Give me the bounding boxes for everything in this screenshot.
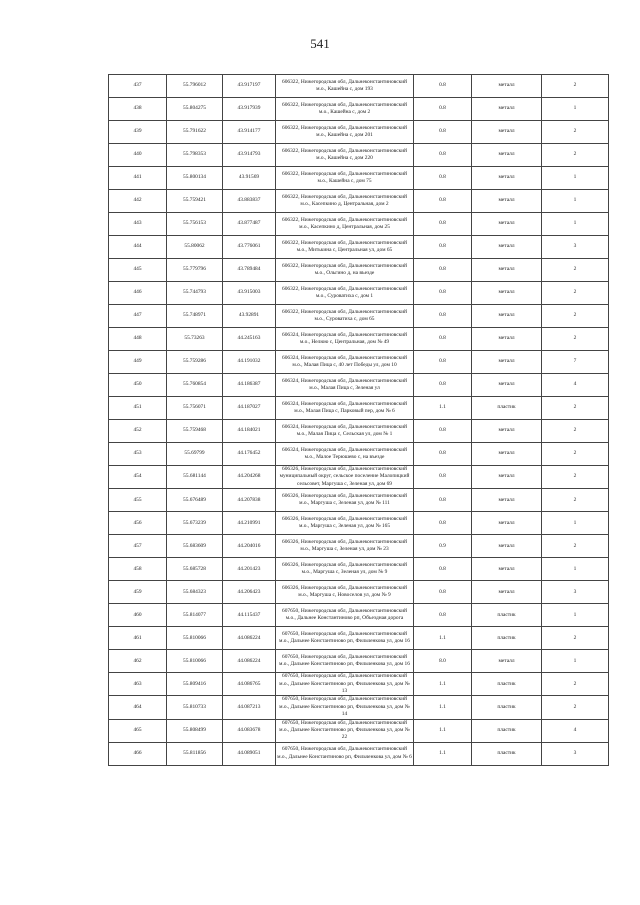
longitude-cell: 44.184021 [223, 420, 276, 443]
longitude-cell: 44.083678 [223, 719, 276, 742]
address-cell: 606322, Нижегородская обл, Дальнеконстантиновский м.о., Касепкино д, Центральная, дом 25 [276, 213, 414, 236]
address-cell: 607650, Нижегородская обл, Дальнеконстантиновский м.о., Дальнее Константиново рп, Объездная дорога [276, 604, 414, 627]
material-cell: пластик [472, 397, 542, 420]
volume-cell: 0.8 [414, 305, 472, 328]
volume-cell: 0.8 [414, 581, 472, 604]
row-number-cell: 458 [109, 558, 167, 581]
table-row [109, 282, 609, 305]
row-number-cell: 440 [109, 144, 167, 167]
count-cell: 2 [542, 144, 609, 167]
row-number-cell: 451 [109, 397, 167, 420]
address-cell: 606322, Нижегородская обл, Дальнеконстантиновский м.о., Митькина с, Центральная ул, дом 65 [276, 236, 414, 259]
address-cell: 606322, Нижегородская обл, Дальнеконстантиновский м.о., Кашейна с, дом 2 [276, 98, 414, 121]
table-row [109, 236, 609, 259]
address-cell: 606322, Нижегородская обл, Дальнеконстантиновский м.о., Кашейна с, дом 193 [276, 75, 414, 98]
count-cell: 2 [542, 259, 609, 282]
material-cell: металл [472, 236, 542, 259]
longitude-cell: 44.245163 [223, 328, 276, 351]
volume-cell: 0.8 [414, 328, 472, 351]
volume-cell: 0.8 [414, 351, 472, 374]
row-number-cell: 446 [109, 282, 167, 305]
latitude-cell: 55.809416 [167, 673, 223, 696]
row-number-cell: 460 [109, 604, 167, 627]
row-number-cell: 466 [109, 742, 167, 765]
longitude-cell: 44.086765 [223, 673, 276, 696]
volume-cell: 1.1 [414, 627, 472, 650]
address-cell: 606324, Нижегородская обл, Дальнеконстантиновский м.о., Малая Пица с, Зеленая ул [276, 374, 414, 397]
volume-cell: 1.1 [414, 696, 472, 719]
volume-cell: 0.8 [414, 466, 472, 489]
material-cell: металл [472, 213, 542, 236]
volume-cell: 8.0 [414, 650, 472, 673]
row-number-cell: 441 [109, 167, 167, 190]
longitude-cell: 43.92891 [223, 305, 276, 328]
table-row [109, 121, 609, 144]
latitude-cell: 55.759286 [167, 351, 223, 374]
count-cell: 2 [542, 305, 609, 328]
volume-cell: 1.1 [414, 397, 472, 420]
volume-cell: 0.9 [414, 535, 472, 558]
longitude-cell: 43.883837 [223, 190, 276, 213]
latitude-cell: 55.759468 [167, 420, 223, 443]
latitude-cell: 55.760854 [167, 374, 223, 397]
row-number-cell: 455 [109, 489, 167, 512]
volume-cell: 0.8 [414, 512, 472, 535]
count-cell: 1 [542, 98, 609, 121]
table-row [109, 351, 609, 374]
row-number-cell: 447 [109, 305, 167, 328]
volume-cell: 0.8 [414, 282, 472, 305]
row-number-cell: 438 [109, 98, 167, 121]
row-number-cell: 453 [109, 443, 167, 466]
count-cell: 2 [542, 466, 609, 489]
count-cell: 3 [542, 742, 609, 765]
count-cell: 1 [542, 650, 609, 673]
table-row [109, 742, 609, 765]
table-row [109, 190, 609, 213]
count-cell: 3 [542, 581, 609, 604]
table-row [109, 374, 609, 397]
row-number-cell: 450 [109, 374, 167, 397]
row-number-cell: 449 [109, 351, 167, 374]
latitude-cell: 55.69799 [167, 443, 223, 466]
address-cell: 606324, Нижегородская обл, Дальнеконстантиновский м.о., Малое Терюшево с, на въезде [276, 443, 414, 466]
material-cell: металл [472, 98, 542, 121]
table-row [109, 627, 609, 650]
row-number-cell: 444 [109, 236, 167, 259]
latitude-cell: 55.73263 [167, 328, 223, 351]
latitude-cell: 55.804275 [167, 98, 223, 121]
count-cell: 2 [542, 673, 609, 696]
latitude-cell: 55.779796 [167, 259, 223, 282]
address-cell: 606326, Нижегородская обл, Дальнеконстантиновский м.о., Маргуша с, Зеленая ул, дом № 165 [276, 512, 414, 535]
table-row [109, 420, 609, 443]
count-cell: 2 [542, 696, 609, 719]
material-cell: металл [472, 259, 542, 282]
longitude-cell: 44.204268 [223, 466, 276, 489]
table-row [109, 144, 609, 167]
volume-cell: 0.8 [414, 443, 472, 466]
row-number-cell: 456 [109, 512, 167, 535]
address-cell: 606322, Нижегородская обл, Дальнеконстантиновский м.о., Кашейна с, дом 201 [276, 121, 414, 144]
volume-cell: 1.1 [414, 742, 472, 765]
material-cell: металл [472, 535, 542, 558]
volume-cell: 0.8 [414, 167, 472, 190]
count-cell: 2 [542, 443, 609, 466]
address-cell: 606324, Нижегородская обл, Дальнеконстантиновский м.о., Малая Пица с, Парковый пер, дом № 6 [276, 397, 414, 420]
latitude-cell: 55.80062 [167, 236, 223, 259]
row-number-cell: 443 [109, 213, 167, 236]
table-row [109, 581, 609, 604]
count-cell: 2 [542, 627, 609, 650]
longitude-cell: 44.089051 [223, 742, 276, 765]
latitude-cell: 55.748971 [167, 305, 223, 328]
material-cell: металл [472, 167, 542, 190]
table-row [109, 719, 609, 742]
address-cell: 606322, Нижегородская обл, Дальнеконстантиновский м.о., Кашейна с, дом 220 [276, 144, 414, 167]
longitude-cell: 43.914793 [223, 144, 276, 167]
address-cell: 606322, Нижегородская обл, Дальнеконстантиновский м.о., Касепкино д, Центральная, дом 2 [276, 190, 414, 213]
address-cell: 606324, Нижегородская обл, Дальнеконстантиновский м.о., Нелюю с, Центральная, дом № 49 [276, 328, 414, 351]
latitude-cell: 55.810733 [167, 696, 223, 719]
volume-cell: 0.8 [414, 420, 472, 443]
address-cell: 607650, Нижегородская обл, Дальнеконстантиновский м.о., Дальнее Константиново рп, Фильченкова ул, дом № 13 [276, 673, 414, 696]
material-cell: металл [472, 512, 542, 535]
address-cell: 607650, Нижегородская обл, Дальнеконстантиновский м.о., Дальнее Константиново рп, Фильченкова ул, дом № 6 [276, 742, 414, 765]
address-cell: 606322, Нижегородская обл, Дальнеконстантиновский м.о., Кашейна с, дом 75 [276, 167, 414, 190]
table-row [109, 673, 609, 696]
volume-cell: 0.8 [414, 75, 472, 98]
address-cell: 606322, Нижегородская обл, Дальнеконстантиновский м.о., Суроватиха с, дом 65 [276, 305, 414, 328]
count-cell: 1 [542, 558, 609, 581]
longitude-cell: 44.086224 [223, 650, 276, 673]
longitude-cell: 44.201423 [223, 558, 276, 581]
count-cell: 1 [542, 167, 609, 190]
longitude-cell: 44.187027 [223, 397, 276, 420]
row-number-cell: 437 [109, 75, 167, 98]
volume-cell: 0.8 [414, 213, 472, 236]
volume-cell: 0.8 [414, 558, 472, 581]
latitude-cell: 55.800134 [167, 167, 223, 190]
count-cell: 2 [542, 489, 609, 512]
longitude-cell: 43.915003 [223, 282, 276, 305]
row-number-cell: 463 [109, 673, 167, 696]
volume-cell: 0.8 [414, 98, 472, 121]
latitude-cell: 55.756071 [167, 397, 223, 420]
longitude-cell: 43.877487 [223, 213, 276, 236]
latitude-cell: 55.798353 [167, 144, 223, 167]
volume-cell: 0.8 [414, 190, 472, 213]
table-row [109, 696, 609, 719]
longitude-cell: 44.204016 [223, 535, 276, 558]
address-cell: 606326, Нижегородская обл, Дальнеконстантиновский м.о., Маргуша с, Новоселов ул, дом № 9 [276, 581, 414, 604]
material-cell: металл [472, 75, 542, 98]
volume-cell: 1.1 [414, 719, 472, 742]
table-row [109, 489, 609, 512]
address-cell: 607650, Нижегородская обл, Дальнеконстантиновский м.о., Дальнее Константиново рп, Фильченкова ул, дом 16 [276, 627, 414, 650]
latitude-cell: 55.814077 [167, 604, 223, 627]
row-number-cell: 442 [109, 190, 167, 213]
material-cell: пластик [472, 696, 542, 719]
row-number-cell: 439 [109, 121, 167, 144]
material-cell: металл [472, 466, 542, 489]
latitude-cell: 55.810066 [167, 627, 223, 650]
latitude-cell: 55.684323 [167, 581, 223, 604]
table-row [109, 650, 609, 673]
count-cell: 1 [542, 604, 609, 627]
count-cell: 3 [542, 236, 609, 259]
material-cell: пластик [472, 742, 542, 765]
table-row [109, 558, 609, 581]
material-cell: металл [472, 305, 542, 328]
longitude-cell: 43.91569 [223, 167, 276, 190]
latitude-cell: 55.673239 [167, 512, 223, 535]
address-cell: 607650, Нижегородская обл, Дальнеконстантиновский м.о., Дальнее Константиново рп, Фильченкова ул, дом № 14 [276, 696, 414, 719]
table-row [109, 512, 609, 535]
volume-cell: 0.8 [414, 604, 472, 627]
longitude-cell: 44.210991 [223, 512, 276, 535]
material-cell: металл [472, 282, 542, 305]
material-cell: пластик [472, 673, 542, 696]
count-cell: 1 [542, 213, 609, 236]
count-cell: 7 [542, 351, 609, 374]
longitude-cell: 44.087213 [223, 696, 276, 719]
latitude-cell: 55.756153 [167, 213, 223, 236]
count-cell: 2 [542, 75, 609, 98]
count-cell: 1 [542, 190, 609, 213]
table-row [109, 259, 609, 282]
address-cell: 606322, Нижегородская обл, Дальнеконстантиновский м.о., Суроватиха с, дом 1 [276, 282, 414, 305]
table-row [109, 328, 609, 351]
address-cell: 606326, Нижегородская обл, Дальнеконстантиновский м.о., Маргуша с, Зеленая ул, дом № 23 [276, 535, 414, 558]
container-sites-table [108, 74, 609, 766]
material-cell: металл [472, 351, 542, 374]
longitude-cell: 43.917939 [223, 98, 276, 121]
material-cell: металл [472, 374, 542, 397]
latitude-cell: 55.791622 [167, 121, 223, 144]
address-cell: 607650, Нижегородская обл, Дальнеконстантиновский м.о., Дальнее Константиново рп, Фильченкова ул, дом № 22 [276, 719, 414, 742]
latitude-cell: 55.810066 [167, 650, 223, 673]
volume-cell: 0.8 [414, 259, 472, 282]
row-number-cell: 461 [109, 627, 167, 650]
row-number-cell: 465 [109, 719, 167, 742]
longitude-cell: 44.207838 [223, 489, 276, 512]
material-cell: металл [472, 443, 542, 466]
latitude-cell: 55.808499 [167, 719, 223, 742]
material-cell: металл [472, 420, 542, 443]
volume-cell: 0.8 [414, 236, 472, 259]
material-cell: металл [472, 581, 542, 604]
row-number-cell: 448 [109, 328, 167, 351]
latitude-cell: 55.681144 [167, 466, 223, 489]
address-cell: 606324, Нижегородская обл, Дальнеконстантиновский м.о., Малая Пица с, 40 лет Победы ул, дом 10 [276, 351, 414, 374]
address-cell: 606326, Нижегородская обл, Дальнеконстантиновский муниципальный округ, сельское поселение Малопицкий сельсовет, Маргуша с, Зеленая ул, дом 69 [276, 466, 414, 489]
count-cell: 4 [542, 719, 609, 742]
latitude-cell: 55.811856 [167, 742, 223, 765]
count-cell: 2 [542, 420, 609, 443]
count-cell: 2 [542, 328, 609, 351]
page-number: 541 [310, 36, 330, 51]
material-cell: металл [472, 121, 542, 144]
row-number-cell: 457 [109, 535, 167, 558]
volume-cell: 0.8 [414, 374, 472, 397]
table-row [109, 98, 609, 121]
table-row [109, 535, 609, 558]
longitude-cell: 44.086224 [223, 627, 276, 650]
address-cell: 607650, Нижегородская обл, Дальнеконстантиновский м.о., Дальнее Константиново рп, Фильченкова ул, дом 16 [276, 650, 414, 673]
table-row [109, 397, 609, 420]
volume-cell: 0.8 [414, 144, 472, 167]
material-cell: металл [472, 489, 542, 512]
table-row [109, 75, 609, 98]
latitude-cell: 55.796012 [167, 75, 223, 98]
table-row [109, 443, 609, 466]
volume-cell: 0.8 [414, 121, 472, 144]
longitude-cell: 43.917197 [223, 75, 276, 98]
count-cell: 2 [542, 397, 609, 420]
row-number-cell: 459 [109, 581, 167, 604]
row-number-cell: 452 [109, 420, 167, 443]
table-row [109, 466, 609, 489]
address-cell: 606324, Нижегородская обл, Дальнеконстантиновский м.о., Малая Пица с, Сельская ул, дом № 1 [276, 420, 414, 443]
table-body [109, 75, 609, 766]
count-cell: 2 [542, 282, 609, 305]
material-cell: металл [472, 650, 542, 673]
latitude-cell: 55.676489 [167, 489, 223, 512]
longitude-cell: 44.176452 [223, 443, 276, 466]
longitude-cell: 44.191032 [223, 351, 276, 374]
table-row [109, 167, 609, 190]
material-cell: пластик [472, 604, 542, 627]
longitude-cell: 44.115437 [223, 604, 276, 627]
count-cell: 2 [542, 535, 609, 558]
row-number-cell: 462 [109, 650, 167, 673]
row-number-cell: 454 [109, 466, 167, 489]
latitude-cell: 55.744793 [167, 282, 223, 305]
longitude-cell: 43.914177 [223, 121, 276, 144]
volume-cell: 1.1 [414, 673, 472, 696]
material-cell: пластик [472, 627, 542, 650]
row-number-cell: 445 [109, 259, 167, 282]
count-cell: 1 [542, 512, 609, 535]
address-cell: 606326, Нижегородская обл, Дальнеконстантиновский м.о., Маргуша с, Зеленая ул, дом № 9 [276, 558, 414, 581]
longitude-cell: 43.789484 [223, 259, 276, 282]
longitude-cell: 44.206423 [223, 581, 276, 604]
address-cell: 606326, Нижегородская обл, Дальнеконстантиновский м.о., Маргуша с, Зеленая ул, дом № 111 [276, 489, 414, 512]
table-row [109, 305, 609, 328]
row-number-cell: 464 [109, 696, 167, 719]
table-row [109, 604, 609, 627]
address-cell: 606322, Нижегородская обл, Дальнеконстантиновский м.о., Ольгино д, на въезде [276, 259, 414, 282]
longitude-cell: 44.186387 [223, 374, 276, 397]
table-row [109, 213, 609, 236]
material-cell: металл [472, 190, 542, 213]
count-cell: 4 [542, 374, 609, 397]
material-cell: металл [472, 144, 542, 167]
latitude-cell: 55.685728 [167, 558, 223, 581]
volume-cell: 0.8 [414, 489, 472, 512]
material-cell: металл [472, 328, 542, 351]
material-cell: металл [472, 558, 542, 581]
longitude-cell: 43.776061 [223, 236, 276, 259]
count-cell: 2 [542, 121, 609, 144]
latitude-cell: 55.759421 [167, 190, 223, 213]
material-cell: пластик [472, 719, 542, 742]
latitude-cell: 55.683609 [167, 535, 223, 558]
